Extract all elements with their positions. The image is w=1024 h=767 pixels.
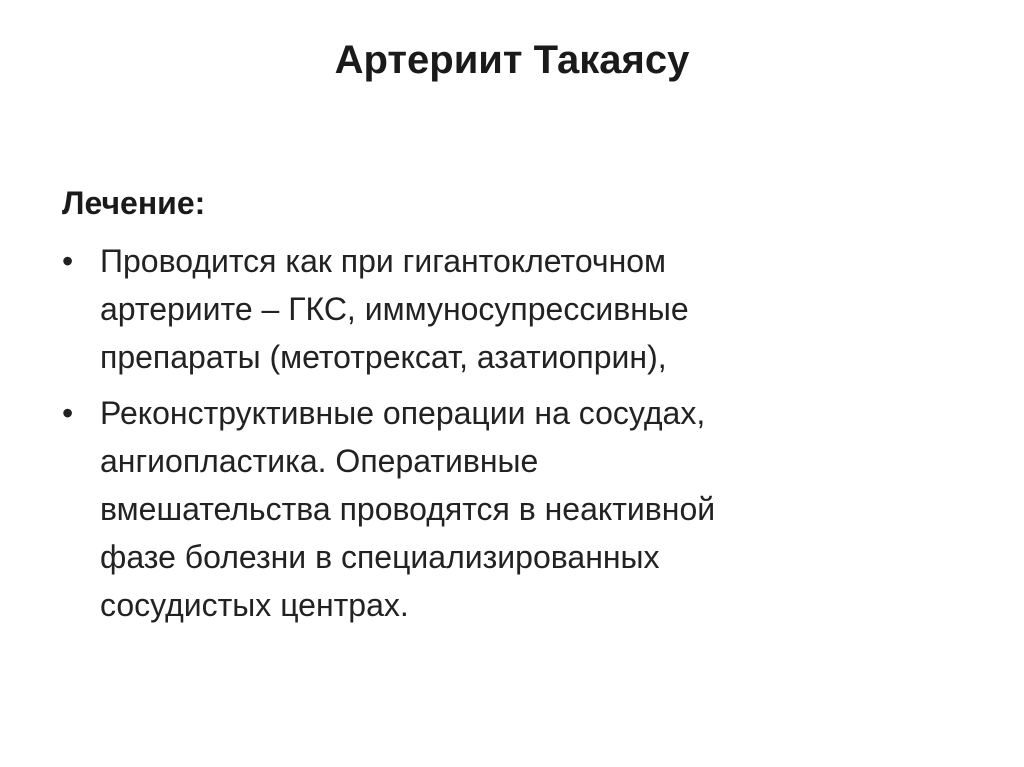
bullet-marker: • <box>62 243 74 279</box>
slide-title: Артериит Такаясу <box>334 38 690 82</box>
bullet-item-treatment-drugs <box>62 237 962 381</box>
bullet-text-line: артериите – ГКС, иммуносупрессивные <box>100 291 689 327</box>
bullet-text-line: сосудистых центрах. <box>100 587 409 623</box>
bullet-text-line: вмешательства проводятся в неактивной <box>100 491 716 527</box>
bullet-marker: • <box>62 395 74 431</box>
bullet-text-line: Реконструктивные операции на сосудах, <box>100 395 706 431</box>
section-heading: Лечение: <box>62 185 206 221</box>
bullet-text-line: фазе болезни в специализированных <box>100 539 660 575</box>
bullet-text-line: ангиопластика. Оперативные <box>100 443 539 479</box>
bullet-text-line: Проводится как при гигантоклеточном <box>100 243 667 279</box>
bullet-text-line: препараты (метотрексат, азатиоприн), <box>100 339 667 375</box>
bullet-list <box>62 237 962 629</box>
slide-content <box>62 183 962 637</box>
bullet-item-surgery <box>62 389 962 629</box>
